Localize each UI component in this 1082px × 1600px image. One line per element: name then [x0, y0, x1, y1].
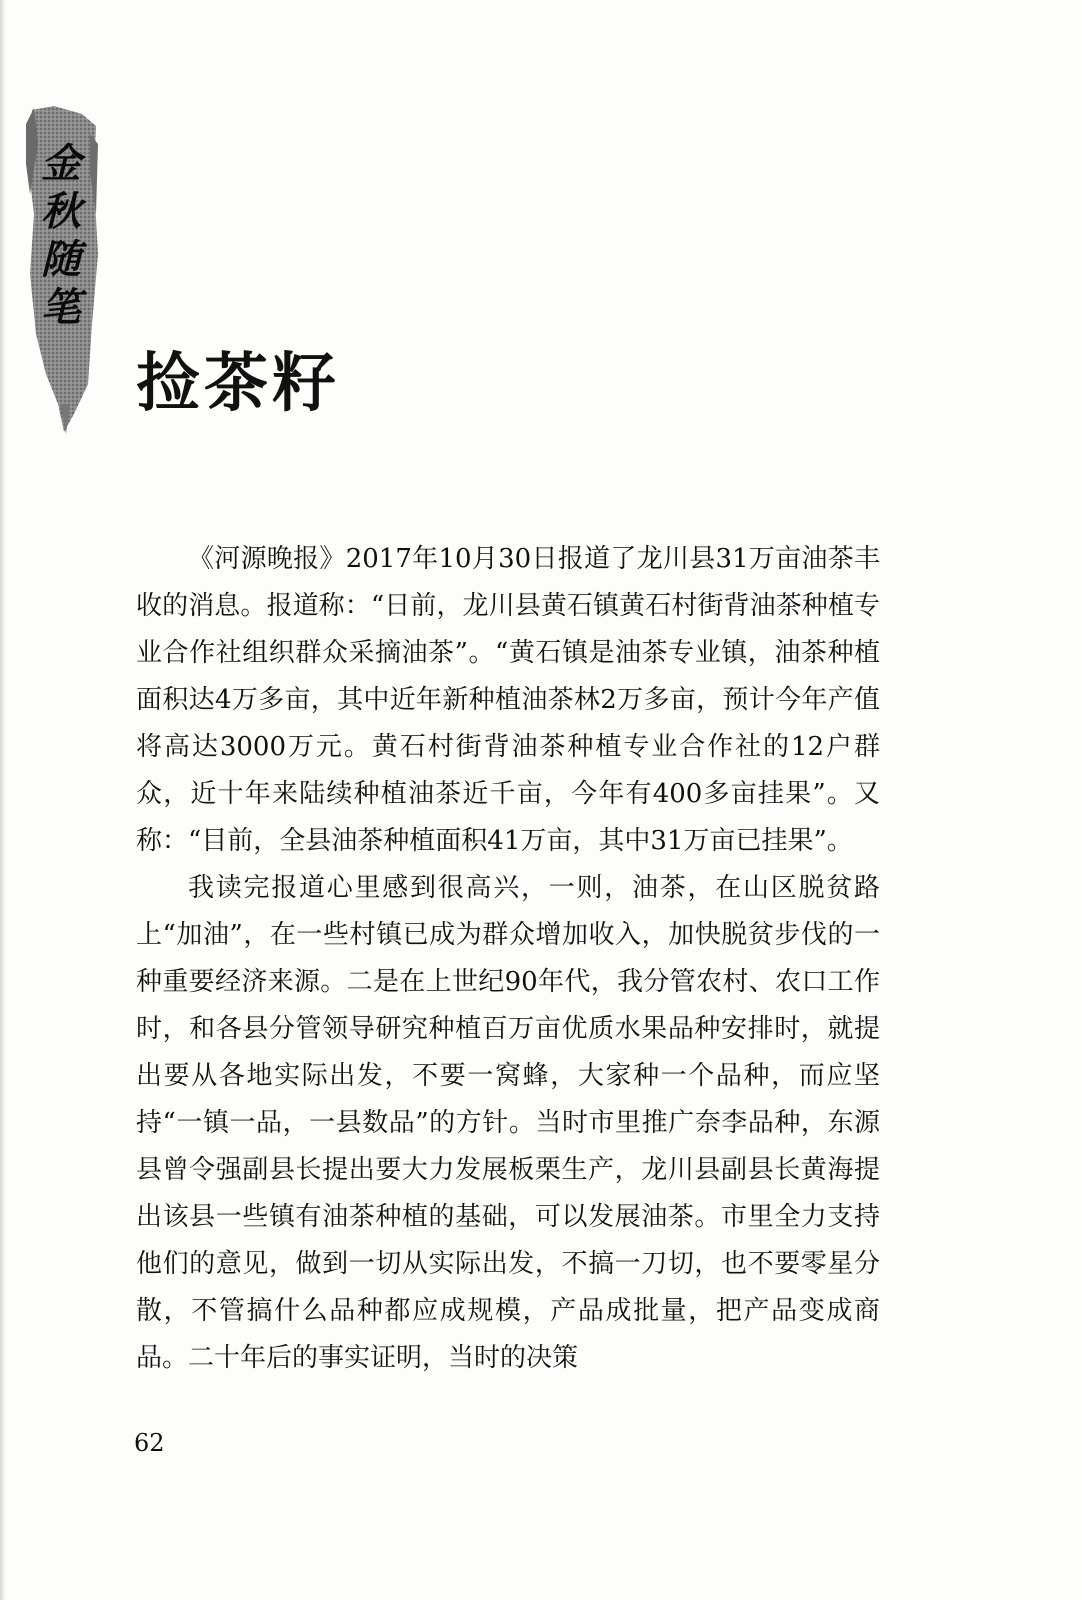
page-number: 62	[134, 1429, 165, 1457]
article-title: 捡茶籽	[136, 346, 340, 421]
section-title-char: 金	[41, 140, 81, 187]
section-title-char: 随	[41, 236, 81, 283]
article-body	[136, 536, 880, 1382]
section-title-char: 笔	[41, 284, 81, 331]
section-title-char: 秋	[41, 188, 81, 235]
paragraph: 我读完报道心里感到很高兴，一则，油茶，在山区脱贫路上“加油”，在一些村镇已成为群众增加收入，加快脱贫步伐的一种重要经济来源。二是在上世纪90年代，我分管农村、农口工作时，和各县分管领导研究种植百万亩优质水果品种安排时，就提出要从各地实际出发，不要一窝蜂，大家种一个品种，而应坚持“一镇一品，一县数品”的方针。当时市里推广奈李品种，东源县曾令强副县长提出要大力发展板栗生产，龙川县副县长黄海提出该县一些镇有油茶种植的基础，可以发展油茶。市里全力支持他们的意见，做到一切从实际出发，不搞一刀切，也不要零星分散，不管搞什么品种都应成规模，产品成批量，把产品变成商品。二十年后的事实证明，当时的决策	[136, 873, 880, 1373]
section-title-vertical	[28, 140, 94, 332]
scan-edge	[0, 0, 6, 1600]
paragraph: 《河源晚报》2017年10月30日报道了龙川县31万亩油茶丰收的消息。报道称：“日前，龙川县黄石镇黄石村街背油茶种植专业合作社组织群众采摘油茶”。“黄石镇是油茶专业镇，油茶种植面积达4万多亩，其中近年新种植油茶林2万多亩，预计今年产值将高达3000万元。黄石村街背油茶种植专业合作社的12户群众，近十年来陆续种植油茶近千亩，今年有400多亩挂果”。又称：“目前，全县油茶种植面积41万亩，其中31万亩已挂果”。	[136, 544, 880, 856]
